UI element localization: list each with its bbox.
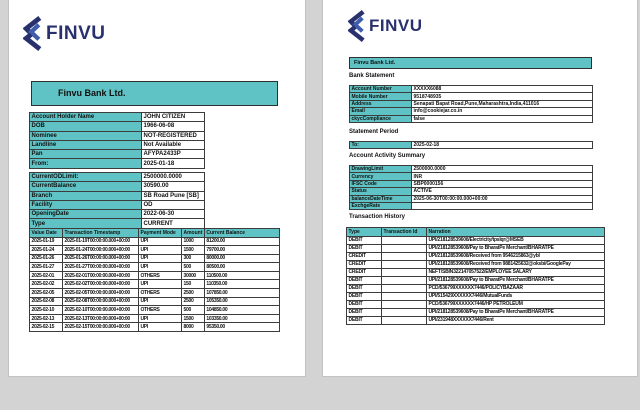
value-date-cell: 2025-01-26	[30, 254, 63, 263]
account-info-row	[350, 115, 593, 122]
field-label: Branch	[30, 191, 142, 200]
account-summary-row	[30, 173, 205, 182]
value-date-cell: 2025-02-02	[30, 280, 63, 289]
balance-cell: 105350.00	[204, 297, 279, 306]
field-label: balanceDateTime	[350, 195, 412, 202]
transaction-id-cell	[382, 276, 427, 284]
field-label: From:	[30, 159, 142, 168]
account-summary-row	[30, 182, 205, 191]
account-detail-row	[30, 150, 205, 159]
field-label: Status	[350, 188, 412, 195]
balance-cell: 95350.00	[204, 323, 279, 332]
activity-summary-row	[350, 166, 593, 173]
narration-cell: UPI/218128539608/Pay to BharatPe Merchant/BHARATPE	[427, 276, 605, 284]
field-value: 2022-06-30	[142, 210, 205, 219]
payment-mode-cell: UPI	[139, 297, 182, 306]
field-label: Address	[350, 100, 412, 107]
transaction-row	[30, 254, 280, 263]
value-date-cell: 2025-01-19	[30, 237, 63, 246]
account-info-table	[349, 85, 593, 123]
history-row	[347, 260, 605, 268]
history-row	[347, 276, 605, 284]
field-label: Currency	[350, 173, 412, 180]
transaction-id-cell	[382, 308, 427, 316]
finvu-logo	[23, 16, 106, 51]
timestamp-cell: 2025-02-05T00:00:00.000+00:00	[63, 289, 139, 298]
account-detail-row	[30, 113, 205, 122]
account-summary-table	[29, 172, 205, 229]
transaction-row	[30, 314, 280, 323]
transactions-table	[29, 228, 280, 332]
field-label: Type	[30, 219, 142, 228]
account-summary-row	[30, 210, 205, 219]
amount-cell: 8000	[182, 323, 205, 332]
narration-cell: PCD/536799XXXXXX7446/HP PETROLEUM	[427, 300, 605, 308]
activity-summary-row	[350, 180, 593, 187]
field-label: Landline	[30, 140, 142, 149]
statement-period-table	[349, 141, 593, 149]
payment-mode-cell: UPI	[139, 323, 182, 332]
amount-cell: 500	[182, 306, 205, 315]
timestamp-cell: 2025-02-02T00:00:00.000+00:00	[63, 280, 139, 289]
history-row	[347, 300, 605, 308]
account-info-row	[350, 108, 593, 115]
activity-summary-row	[350, 188, 593, 195]
column-header: Transaction Id	[382, 228, 427, 237]
account-summary-row	[30, 200, 205, 209]
transaction-id-cell	[382, 260, 427, 268]
account-info-row	[350, 93, 593, 100]
field-value: NOT-REGISTERED	[142, 131, 205, 140]
value-date-cell: 2025-02-13	[30, 314, 63, 323]
field-value: SB Road Pune [SB]	[142, 191, 205, 200]
field-label: Facility	[30, 200, 142, 209]
type-cell: CREDIT	[347, 260, 382, 268]
field-value: false	[412, 115, 593, 122]
field-label: ckycCompliance	[350, 115, 412, 122]
column-header: Type	[347, 228, 382, 237]
field-label: DOB	[30, 122, 142, 131]
account-detail-row	[30, 140, 205, 149]
value-date-cell: 2025-01-24	[30, 246, 63, 255]
balance-cell: 80500.00	[204, 263, 279, 272]
field-value: OD	[142, 200, 205, 209]
transaction-row	[30, 263, 280, 272]
type-cell: CREDIT	[347, 252, 382, 260]
column-header: Transaction Timestamp	[63, 229, 139, 238]
value-date-cell: 2025-02-15	[30, 323, 63, 332]
field-label: Account Holder Name	[30, 113, 142, 122]
payment-mode-cell: OTHERS	[139, 306, 182, 315]
activity-summary-row	[350, 202, 593, 209]
payment-mode-cell: UPI	[139, 314, 182, 323]
timestamp-cell: 2025-02-13T00:00:00.000+00:00	[63, 314, 139, 323]
column-header: Narration	[427, 228, 605, 237]
transaction-row	[30, 271, 280, 280]
finvu-logo-icon	[348, 10, 366, 42]
value-date-cell: 2025-02-10	[30, 306, 63, 315]
field-value: INR	[412, 173, 593, 180]
field-value: JOHN CITIZEN	[142, 113, 205, 122]
balance-cell: 107850.00	[204, 289, 279, 298]
payment-mode-cell: UPI	[139, 237, 182, 246]
value-date-cell: 2025-02-05	[30, 289, 63, 298]
type-cell: DEBIT	[347, 236, 382, 244]
type-cell: CREDIT	[347, 268, 382, 276]
account-info-row	[350, 100, 593, 107]
field-label: Email	[350, 108, 412, 115]
column-header: Value Date	[30, 229, 63, 238]
transactions-header-row	[30, 229, 280, 238]
field-value: info@cookiejar.co.in	[412, 108, 593, 115]
bank-statement-title: Bank Statement	[349, 73, 395, 79]
transaction-row	[30, 297, 280, 306]
bank-name-header: Finvu Bank Ltd.	[349, 57, 592, 69]
account-activity-title: Account Activity Summary	[349, 153, 426, 159]
narration-cell: UPI/218128539608/Electricity/tpslqr@MSEB	[427, 236, 605, 244]
transaction-id-cell	[382, 292, 427, 300]
balance-cell: 80000.00	[204, 254, 279, 263]
transaction-id-cell	[382, 316, 427, 324]
amount-cell: 1000	[182, 237, 205, 246]
field-value: 9518748935	[412, 93, 593, 100]
account-summary-row	[30, 219, 205, 228]
narration-cell: UPI/515429XXXXXX7446/MutualFunds	[427, 292, 605, 300]
field-value: 30590.00	[142, 182, 205, 191]
page-right	[322, 0, 638, 377]
transaction-row	[30, 237, 280, 246]
narration-cell: UPI/231948XXXXXX7446/Rent	[427, 316, 605, 324]
field-label: Mobile Number	[350, 93, 412, 100]
timestamp-cell: 2025-02-08T00:00:00.000+00:00	[63, 297, 139, 306]
transaction-id-cell	[382, 268, 427, 276]
timestamp-cell: 2025-01-26T00:00:00.000+00:00	[63, 254, 139, 263]
field-value: 1966-06-08	[142, 122, 205, 131]
amount-cell: 30000	[182, 271, 205, 280]
account-detail-row	[30, 131, 205, 140]
field-value: Not Available	[142, 140, 205, 149]
history-row	[347, 244, 605, 252]
field-value: 2500000.0000	[142, 173, 205, 182]
transaction-row	[30, 323, 280, 332]
history-row	[347, 268, 605, 276]
activity-summary-table	[349, 165, 593, 210]
field-label: Nominee	[30, 131, 142, 140]
payment-mode-cell: UPI	[139, 263, 182, 272]
timestamp-cell: 2025-01-24T00:00:00.000+00:00	[63, 246, 139, 255]
history-row	[347, 236, 605, 244]
amount-cell: 300	[182, 254, 205, 263]
bank-name-header: Finvu Bank Ltd.	[31, 81, 278, 106]
type-cell: DEBIT	[347, 292, 382, 300]
field-value: CURRENT	[142, 219, 205, 228]
history-row	[347, 292, 605, 300]
transaction-id-cell	[382, 284, 427, 292]
balance-cell: 104850.00	[204, 306, 279, 315]
timestamp-cell: 2025-01-27T00:00:00.000+00:00	[63, 263, 139, 272]
timestamp-cell: 2025-02-01T00:00:00.000+00:00	[63, 271, 139, 280]
type-cell: DEBIT	[347, 244, 382, 252]
activity-summary-row	[350, 173, 593, 180]
field-label: DrawingLimit	[350, 166, 412, 173]
balance-cell: 110350.00	[204, 280, 279, 289]
account-info-row	[350, 86, 593, 93]
field-label: ExchgeRate	[350, 202, 412, 209]
transaction-row	[30, 246, 280, 255]
transaction-id-cell	[382, 252, 427, 260]
statement-period-row	[350, 142, 593, 149]
transaction-row	[30, 280, 280, 289]
transaction-history-table	[346, 227, 605, 325]
field-label: Pan	[30, 150, 142, 159]
field-label: CurrentBalance	[30, 182, 142, 191]
finvu-logo	[348, 10, 423, 42]
column-header: Payment Mode	[139, 229, 182, 238]
value-date-cell: 2025-02-08	[30, 297, 63, 306]
account-summary-row	[30, 191, 205, 200]
narration-cell: UPI/218128539608/Received from 9881425632@oksbi/GooglePay	[427, 260, 605, 268]
account-detail-row	[30, 159, 205, 168]
amount-cell: 2500	[182, 289, 205, 298]
type-cell: DEBIT	[347, 308, 382, 316]
transaction-id-cell	[382, 300, 427, 308]
field-value: 2025-01-18	[142, 159, 205, 168]
page-left	[8, 0, 306, 377]
balance-cell: 81200.00	[204, 237, 279, 246]
history-row	[347, 284, 605, 292]
finvu-logo-icon	[23, 16, 43, 51]
field-label: IFSC Code	[350, 180, 412, 187]
balance-cell: 103350.00	[204, 314, 279, 323]
narration-cell: PCD/536799XXXXXX7446/POLICYBAZAAR	[427, 284, 605, 292]
timestamp-cell: 2025-02-15T00:00:00.000+00:00	[63, 323, 139, 332]
value-date-cell: 2025-01-27	[30, 263, 63, 272]
field-value: 2025-06-30T00:00:00.000+00:00	[412, 195, 593, 202]
field-label: OpeningDate	[30, 210, 142, 219]
transaction-history-title: Transaction History	[349, 214, 406, 220]
field-value: ACTIVE	[412, 188, 593, 195]
amount-cell: 1500	[182, 246, 205, 255]
finvu-logo-text: FINVU	[46, 22, 106, 44]
column-header: Amount	[183, 229, 203, 236]
type-cell: DEBIT	[347, 276, 382, 284]
narration-cell: UPI/218128539608/Pay to BharatPe Merchant/BHARATPE	[427, 308, 605, 316]
finvu-logo-text: FINVU	[369, 16, 423, 35]
type-cell: DEBIT	[347, 300, 382, 308]
field-label: To:	[350, 142, 412, 149]
history-row	[347, 316, 605, 324]
transaction-id-cell	[382, 244, 427, 252]
field-value	[412, 202, 593, 209]
balance-cell: 79700.00	[204, 246, 279, 255]
account-details-table	[29, 112, 205, 169]
column-header: Current Balance	[204, 229, 279, 238]
field-value: Senapati Bapat Road,Pune,Maharashtra,India,411016	[412, 100, 593, 107]
amount-cell: 500	[182, 263, 205, 272]
narration-cell: UPI/218128539608/Received from 9546215863@ybl	[427, 252, 605, 260]
payment-mode-cell: UPI	[139, 254, 182, 263]
transaction-row	[30, 306, 280, 315]
payment-mode-cell: UPI	[139, 280, 182, 289]
type-cell: DEBIT	[347, 284, 382, 292]
timestamp-cell: 2025-01-19T00:00:00.000+00:00	[63, 237, 139, 246]
activity-summary-row	[350, 195, 593, 202]
account-detail-row	[30, 122, 205, 131]
field-label: Account Number	[350, 86, 412, 93]
payment-mode-cell: OTHERS	[139, 271, 182, 280]
field-value: 2500000.0000	[412, 166, 593, 173]
field-label: CurrentODLimit:	[30, 173, 142, 182]
statement-period-title: Statement Period	[349, 129, 399, 135]
history-header-row	[347, 228, 605, 237]
type-cell: DEBIT	[347, 316, 382, 324]
field-value: 2025-02-18	[412, 142, 593, 149]
field-value: SBP0000156	[412, 180, 593, 187]
field-value: AFYPA2433P	[142, 150, 205, 159]
timestamp-cell: 2025-02-10T00:00:00.000+00:00	[63, 306, 139, 315]
amount-cell: 150	[182, 280, 205, 289]
balance-cell: 110500.00	[204, 271, 279, 280]
history-row	[347, 308, 605, 316]
transaction-row	[30, 289, 280, 298]
narration-cell: UPI/218128539608/Pay to BharatPe Merchant/BHARATPE	[427, 244, 605, 252]
amount-cell: 2500	[182, 297, 205, 306]
history-row	[347, 252, 605, 260]
narration-cell: NEFT/SBIN322147057522/EMPLOYEE SALARY	[427, 268, 605, 276]
field-value: XXXXX6088	[412, 86, 593, 93]
value-date-cell: 2025-02-01	[30, 271, 63, 280]
payment-mode-cell: UPI	[139, 246, 182, 255]
payment-mode-cell: OTHERS	[139, 289, 182, 298]
transaction-id-cell	[382, 236, 427, 244]
amount-cell: 1500	[182, 314, 205, 323]
